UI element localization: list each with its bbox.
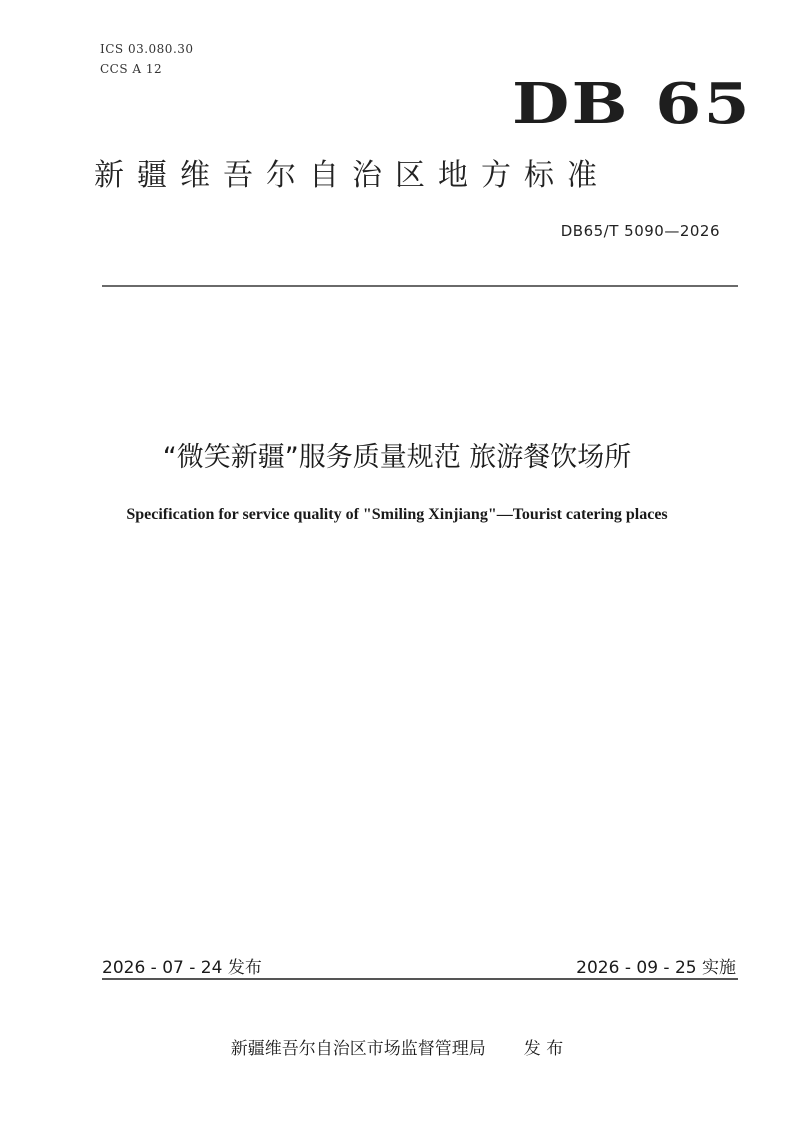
top-divider	[102, 285, 738, 287]
db-logo: DB 65	[512, 71, 752, 137]
issue-date: 2026 - 07 - 24 发布	[102, 958, 262, 978]
issuer-title: 新疆维吾尔自治区地方标准	[94, 158, 610, 193]
bottom-divider	[102, 978, 738, 980]
document-title-english: Specification for service quality of "Smiling Xinjiang"—Tourist catering places	[126, 506, 668, 523]
document-title-chinese: “微笑新疆”服务质量规范 旅游餐饮场所	[162, 442, 632, 473]
standard-number: DB65/T 5090—2026	[560, 222, 720, 240]
implementation-date: 2026 - 09 - 25 实施	[576, 958, 736, 978]
publisher-line	[0, 1034, 794, 1059]
ccs-code: CCS A 12	[100, 62, 163, 76]
publish-action: 发 布	[523, 1039, 564, 1059]
ics-code: ICS 03.080.30	[100, 42, 194, 56]
publisher-name: 新疆维吾尔自治区市场监督管理局	[230, 1039, 486, 1059]
